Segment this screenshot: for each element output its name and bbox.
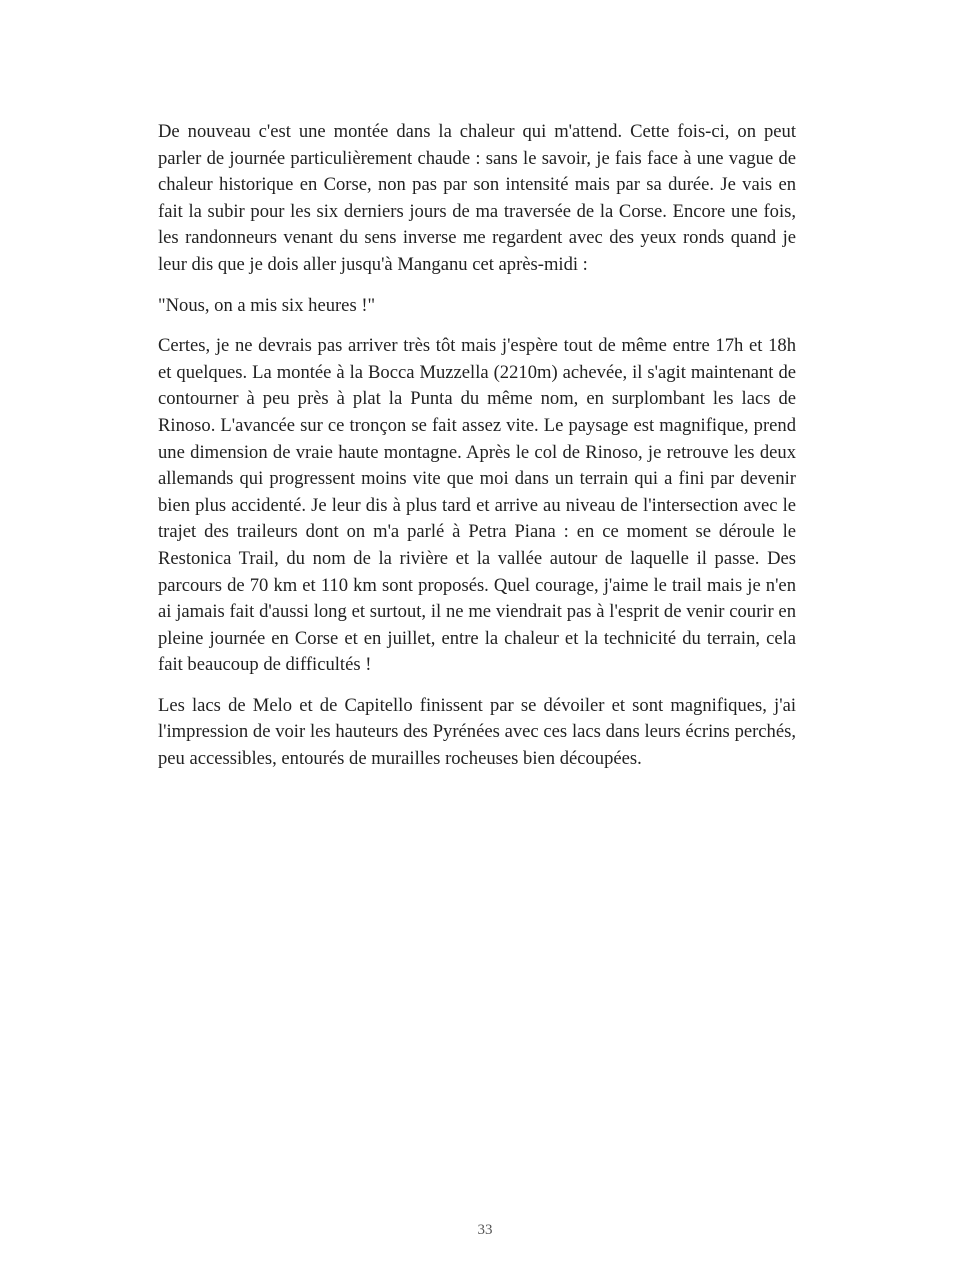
paragraph-lakes: Les lacs de Melo et de Capitello finissent par se dévoiler et sont magnifiques, j'ai l'impression de voir les hauteurs des Pyrénées avec ces lacs dans leurs écrins perchés, peu accessibles, entourés de murailles rocheuses bien découpées. — [158, 694, 796, 770]
paragraph-bocca-muzzella: Certes, je ne devrais pas arriver très tôt mais j'espère tout de même entre 17h et 18h et quelques. La montée à la Bocca Muzzella (2210m) achevée, il s'agit maintenant de contourner à peu près à plat la Punta du même nom, en surplombant les lacs de Rinoso. L'avancée sur ce tronçon se fait assez vite. Le paysage est magnifique, prend une dimension de vraie haute montagne. Après le col de Rinoso, je retrouve les deux allemands qui progressent moins vite que moi dans un terrain qui a fini par devenir bien plus accidenté. Je leur dis à plus tard et arrive au niveau de l'intersection avec le trajet des traileurs dont on m'a parlé à Petra Piana : en ce moment se déroule le Restonica Trail, du nom de la rivière et la vallée autour de laquelle il passe. Des parcours de 70 km et 110 km sont proposés. Quel courage, j'aime le trail mais je n'en ai jamais fait d'aussi long et surtout, il ne me viendrait pas à l'esprit de venir courir en pleine journée en Corse et en juillet, entre la chaleur et la technicité du terrain, cela fait beaucoup de difficultés ! — [158, 335, 796, 676]
paragraph-quote: "Nous, on a mis six heures !" — [158, 294, 376, 316]
body-text — [158, 119, 796, 787]
paragraph-climb-heat: De nouveau c'est une montée dans la chaleur qui m'attend. Cette fois-ci, on peut parler de journée particulièrement chaude : sans le savoir, je fais face à une vague de chaleur historique en Corse, non pas par son intensité mais par sa durée. Je vais en fait la subir pour les six derniers jours de ma traversée de la Corse. Encore une fois, les randonneurs venant du sens inverse me regardent avec des yeux ronds quand je leur dis que je dois aller jusqu'à Manganu cet après-midi : — [158, 121, 796, 275]
page-number: 33 — [477, 1222, 493, 1238]
